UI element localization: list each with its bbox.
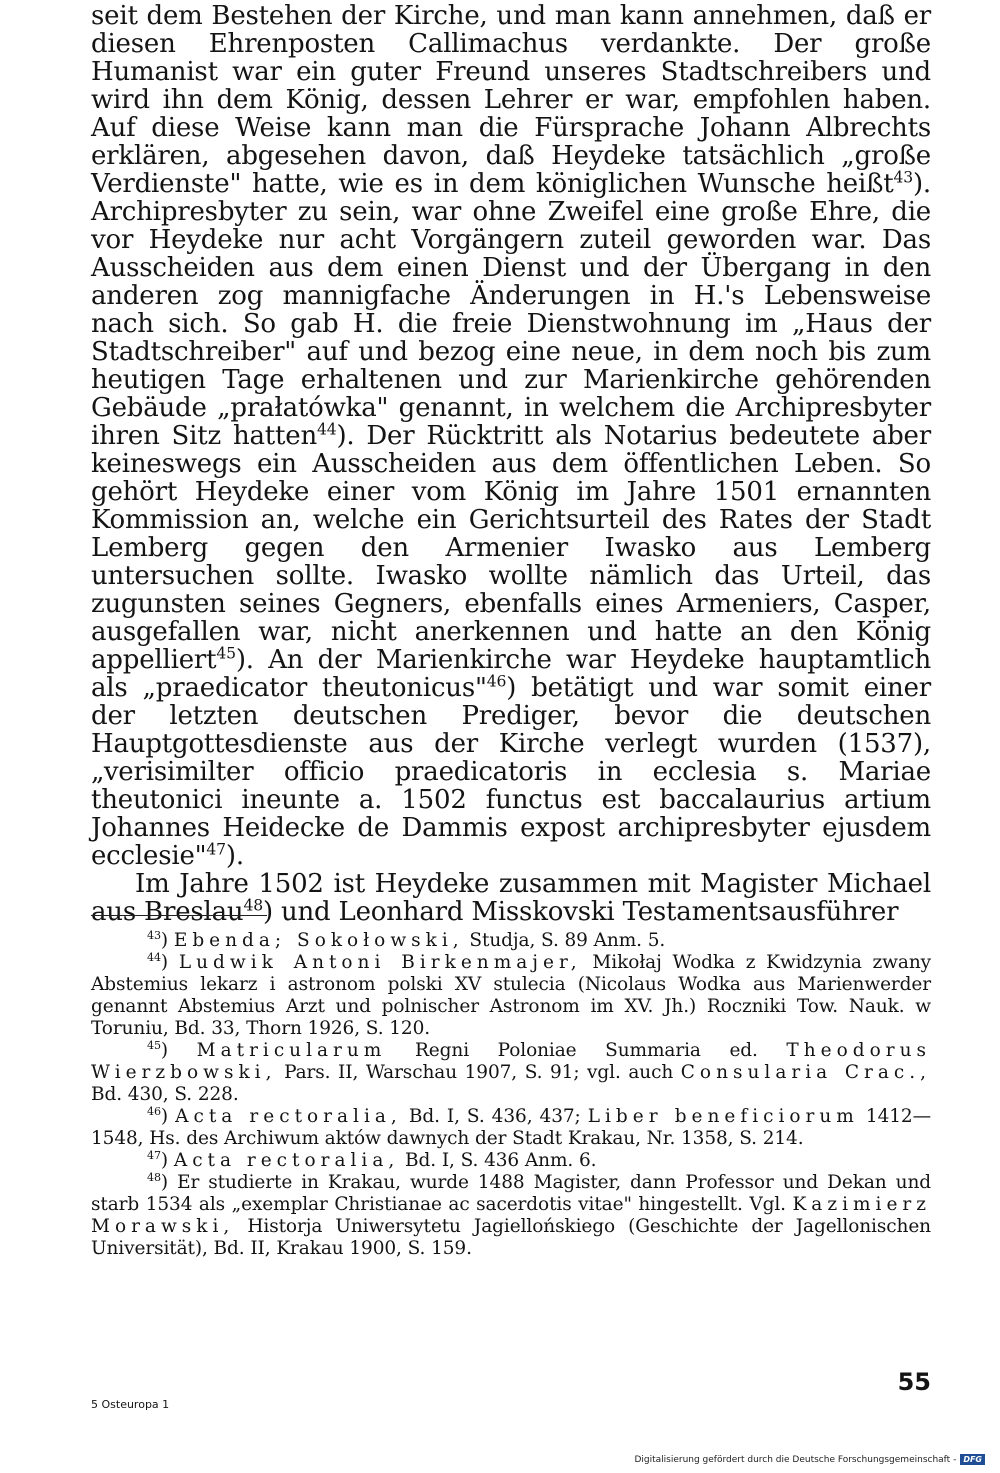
footnote-43: $^{43}$) Ebenda; Sokołowski, Studja, S. 89 Anm. 5. xyxy=(147,928,666,951)
signature-mark: 5 Osteuropa 1 xyxy=(91,1398,170,1411)
main-text xyxy=(91,2,931,926)
footnote-ref-45[interactable]: 45 xyxy=(216,644,236,663)
footnote-48: $^{48}$) Er studierte in Krakau, wurde 1488 Magister, dann Professor und Dekan und starb 1534 als „exemplar Christianae ac sacerdotis vitae" hingestellt. Vgl. Kazimierz Morawski, Historja Uniwersytetu Jagiellońskiego (Geschichte der Jagellonischen Universität), Bd. II, Krakau 1900, S. 159. xyxy=(91,1170,931,1259)
page-number: 55 xyxy=(897,1368,931,1396)
footnotes xyxy=(91,930,931,1260)
footnote-ref-48[interactable]: 48 xyxy=(243,896,263,915)
footnote-ref-46[interactable]: 46 xyxy=(486,672,507,691)
footnote-ref-43[interactable]: 43 xyxy=(893,168,913,187)
dfg-logo-icon: DFG xyxy=(960,1454,985,1465)
footnote-divider xyxy=(91,915,267,916)
footnote-ref-47[interactable]: 47 xyxy=(206,840,226,859)
paragraph-1: seit dem Bestehen der Kirche, und man kann annehmen, daß er diesen Ehrenposten Callimachus verdankte. Der große Humanist war ein guter Freund unseres Stadtschreibers und wird ihn dem König, dessen Lehrer er war, empfohlen haben. Auf diese Weise kann man die Fürsprache Johann Albrechts erklären, abgesehen davon, daß Heydeke tatsächlich „große Verdienste" hatte, wie es in dem königlichen Wunsche heißt$^{43}$). Archipresbyter zu sein, war ohne Zweifel eine große Ehre, die vor Heydeke nur acht Vorgängern zuteil geworden war. Das Ausscheiden aus dem einen Dienst und der Übergang in den anderen zog mannigfache Änderungen in H.'s Lebensweise nach sich. So gab H. die freie Dienstwohnung im „Haus der Stadtschreiber" auf und bezog eine neue, in dem noch bis zum heutigen Tage erhaltenen und zur Marienkirche gehörenden Gebäude „prałatówka" genannt, in welchem die Archipresbyter ihren Sitz hatten$^{44}$). Der Rücktritt als Notarius bedeutete aber keineswegs ein Ausscheiden aus dem öffentlichen Leben. So gehört Heydeke einer vom König im Jahre 1501 ernannten Kommission an, welche ein Gerichtsurteil des Rates der Stadt Lemberg gegen den Armenier Iwasko aus Lemberg untersuchen sollte. Iwasko wollte nämlich das Urteil, das zugunsten seines Gegners, ebenfalls eines Armeniers, Casper, ausgefallen war, nicht anerkennen und hatte an den König appelliert$^{45}$). An der Marienkirche war Heydeke hauptamtlich als „praedicator theutonicus"$^{46}$) betätigt und war somit einer der letzten deutschen Prediger, bevor die deutschen Hauptgottesdienste aus der Kirche verlegt wurden (1537), „verisimilter officio praedicatoris in ecclesia s. Mariae theutonici ineunte a. 1502 functus est baccalaurius artium Johannes Heidecke de Dammis expost archipresbyter ejusdem ecclesie"$^{47}$). xyxy=(91,1,931,871)
paragraph-2: Im Jahre 1502 ist Heydeke zusammen mit Magister Michael aus Breslau$^{48}$) und Leonhard Misskovski Testamentsausführer xyxy=(91,869,931,927)
footnote-44: $^{44}$) Ludwik Antoni Birkenmajer, Mikołaj Wodka z Kwidzynia zwany Abstemius lekarz i astronom polski XV stulecia (Nicolaus Wodka aus Marienwerder genannt Abstemius Arzt und polnischer Astronom im XV. Jh.) Roczniki Tow. Nauk. w Toruniu, Bd. 33, Thorn 1926, S. 120. xyxy=(91,950,931,1039)
footnote-ref-44[interactable]: 44 xyxy=(317,420,337,439)
digitization-text: Digitalisierung gefördert durch die Deutsche Forschungsgemeinschaft - xyxy=(634,1454,957,1465)
footnote-46: $^{46}$) Acta rectoralia, Bd. I, S. 436, 437; Liber beneficiorum 1412—1548, Hs. des Archiwum aktów dawnych der Stadt Krakau, Nr. 1358, S. 214. xyxy=(91,1104,931,1149)
footnote-45: $^{45}$) Matricularum Regni Poloniae Summaria ed. Theodorus Wierzbowski, Pars. II, Warschau 1907, S. 91; vgl. auch Consularia Crac., Bd. 430, S. 228. xyxy=(91,1038,931,1105)
digitization-notice xyxy=(634,1454,985,1465)
footnote-47: $^{47}$) Acta rectoralia, Bd. I, S. 436 Anm. 6. xyxy=(147,1148,597,1171)
